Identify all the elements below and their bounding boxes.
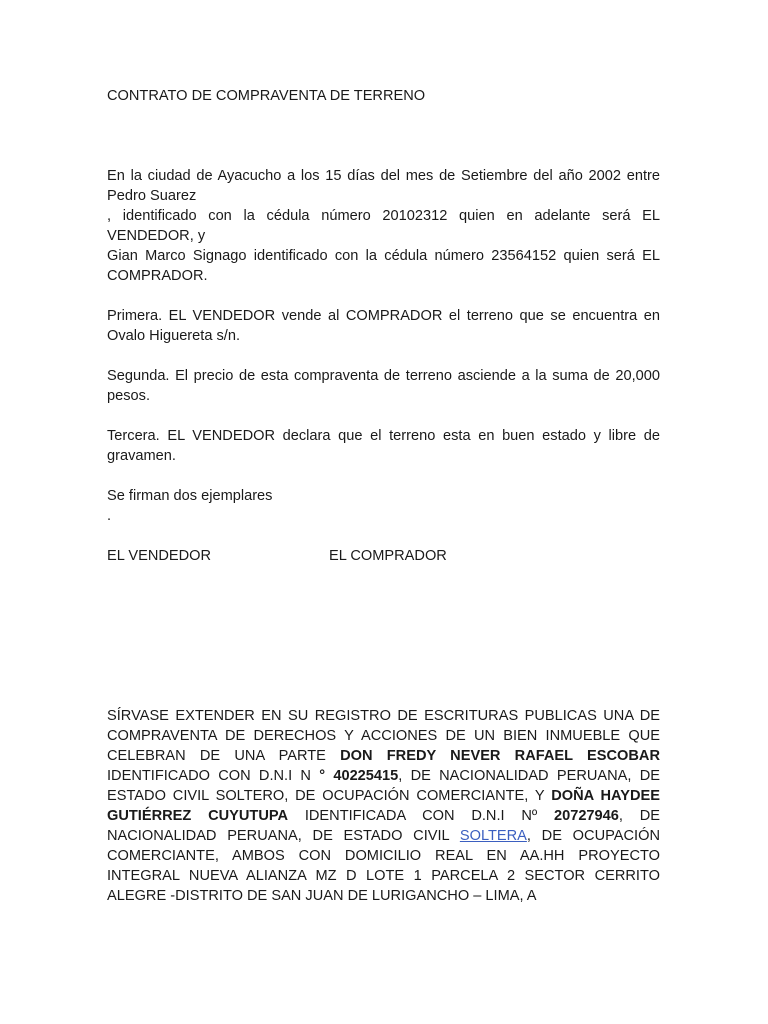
seller-full-name: DON FREDY NEVER RAFAEL ESCOBAR bbox=[340, 748, 660, 764]
clause-second: Segunda. El precio de esta compraventa de terreno asciende a la suma de 20,000 pesos. bbox=[107, 368, 660, 404]
signed-text: Se firman dos ejemplares bbox=[107, 488, 273, 504]
registry-part-3: , DE NACIONALIDAD PERUANA, DE ESTADO CIVIL SOLTERO, DE OCUPACIÓN COMERCIANTE, Y bbox=[107, 768, 660, 804]
seller-dni-number: ° 40225415 bbox=[319, 768, 399, 784]
buyer-signature-label: EL COMPRADOR bbox=[329, 548, 447, 564]
marital-status-link[interactable]: SOLTERA bbox=[459, 828, 527, 844]
intro-line-1: En la ciudad de Ayacucho a los 15 días del mes de Setiembre del año 2002 entre Pedro Suarez bbox=[107, 168, 660, 204]
clause-third: Tercera. EL VENDEDOR declara que el terreno esta en buen estado y libre de gravamen. bbox=[107, 428, 660, 464]
intro-line-2: , identificado con la cédula número 20102312 quien en adelante será EL VENDEDOR, y bbox=[107, 208, 660, 244]
intro-line-3: Gian Marco Signago identificado con la cédula número 23564152 quien será EL COMPRADOR. bbox=[107, 248, 660, 284]
registry-part-6: , DE OCUPACIÓN COMERCIANTE, AMBOS CON DOMICILIO REAL EN AA.HH PROYECTO INTEGRAL NUEVA ALIANZA MZ D LOTE 1 PARCELA 2 SECTOR CERRITO ALEGRE -DISTRITO DE SAN JUAN DE LURIGANCHO – LIMA, A bbox=[107, 828, 660, 904]
contract-title: CONTRATO DE COMPRAVENTA DE TERRENO bbox=[107, 88, 426, 104]
intro-paragraph bbox=[107, 166, 660, 286]
signed-copies-note bbox=[107, 486, 660, 526]
registry-part-2: IDENTIFICADO CON D.N.I N bbox=[107, 768, 320, 784]
registry-paragraph bbox=[107, 706, 660, 906]
registry-part-5: , DE NACIONALIDAD PERUANA, DE ESTADO CIVIL bbox=[107, 808, 660, 844]
buyer-dni-number: 20727946 bbox=[553, 808, 619, 824]
registry-part-4: IDENTIFICADA CON D.N.I Nº bbox=[288, 808, 554, 824]
signed-dot: . bbox=[107, 508, 112, 524]
document-body bbox=[107, 86, 660, 906]
seller-signature-label: EL VENDEDOR bbox=[107, 548, 212, 564]
buyer-full-name: DOÑA HAYDEE GUTIÉRREZ CUYUTUPA bbox=[107, 788, 660, 824]
registry-part-1: SÍRVASE EXTENDER EN SU REGISTRO DE ESCRITURAS PUBLICAS UNA DE COMPRAVENTA DE DERECHOS Y ACCIONES DE UN BIEN INMUEBLE QUE CELEBRAN DE UNA PARTE bbox=[107, 708, 660, 764]
signature-labels bbox=[107, 546, 660, 566]
clause-first: Primera. EL VENDEDOR vende al COMPRADOR el terreno que se encuentra en Ovalo Higuereta s/n. bbox=[107, 308, 660, 344]
